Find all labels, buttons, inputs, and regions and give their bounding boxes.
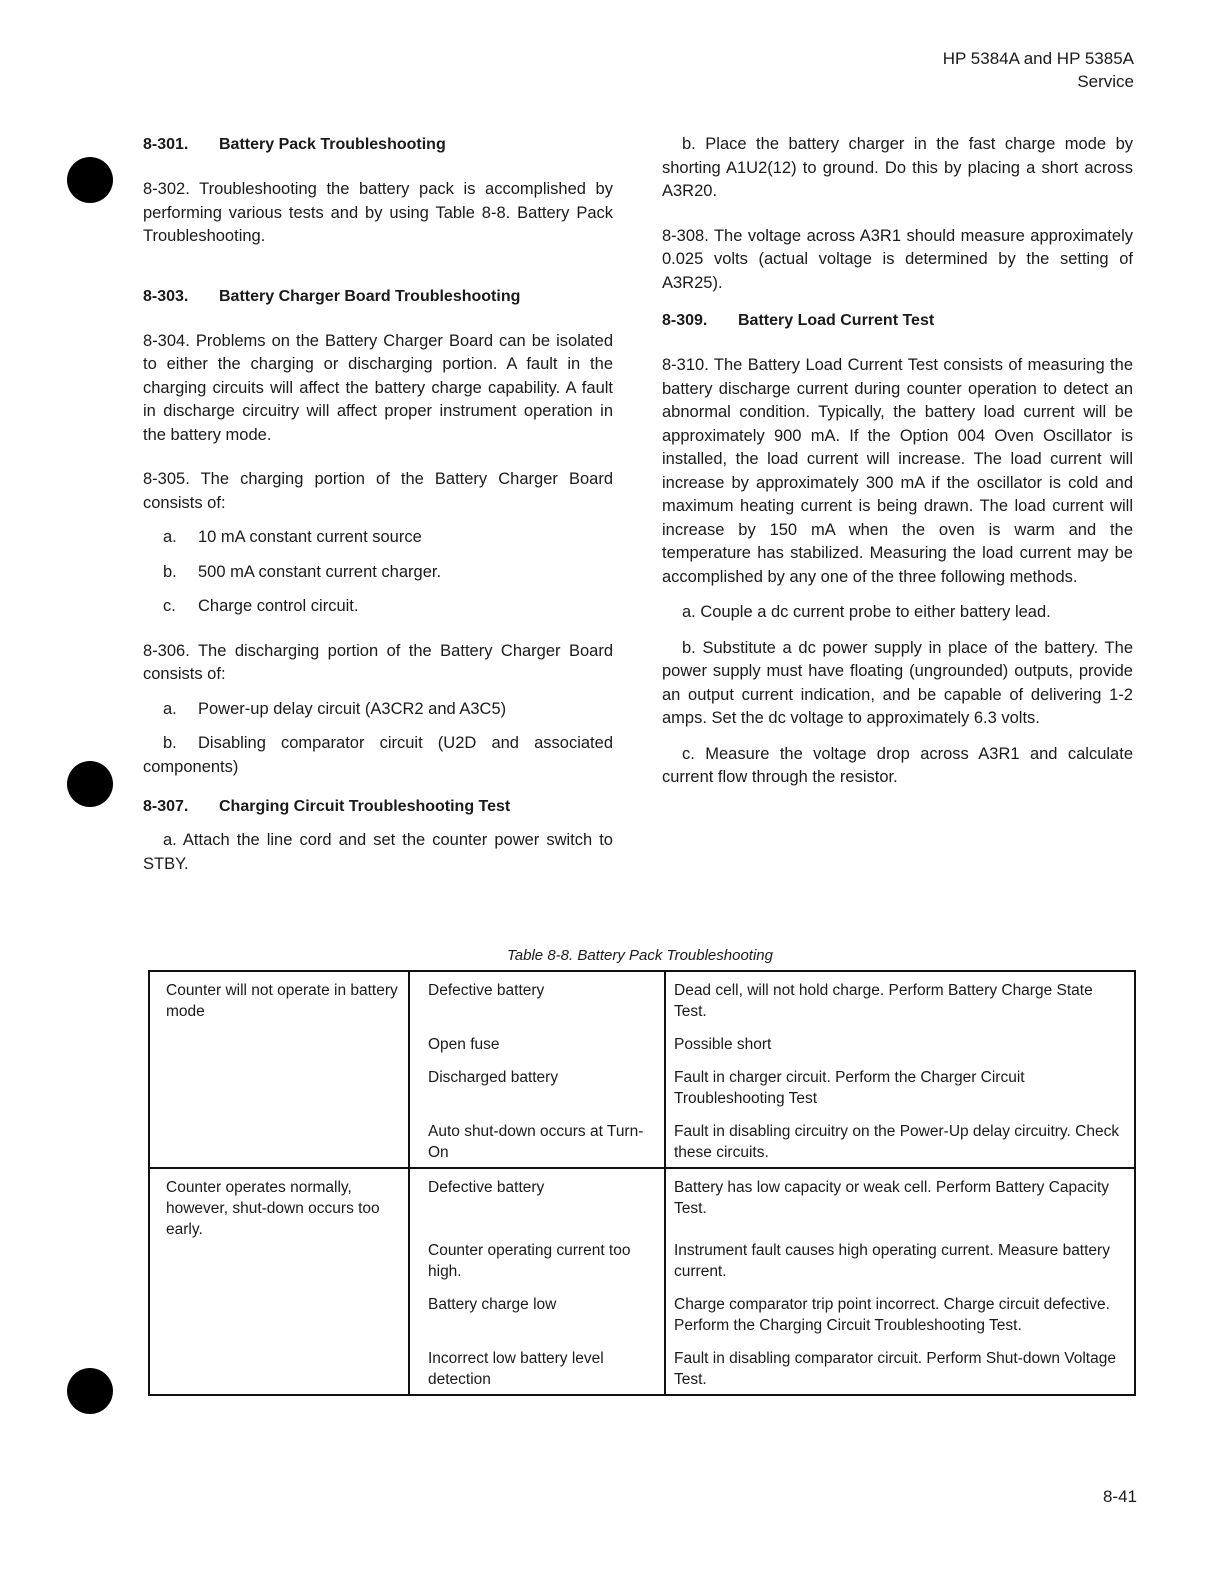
action-cell: Battery has low capacity or weak cell. Perform Battery Capacity Test.: [665, 1168, 1135, 1232]
cause-cell: Battery charge low: [409, 1286, 665, 1340]
section-title: Battery Charger Board Troubleshooting: [219, 287, 521, 305]
paragraph: a. Couple a dc current probe to either battery lead.: [682, 603, 1051, 621]
list-text: Power-up delay circuit (A3CR2 and A3C5): [198, 699, 507, 718]
action-cell: Dead cell, will not hold charge. Perform Battery Charge State Test.: [665, 971, 1135, 1026]
list-marker: b.: [163, 562, 177, 581]
paragraph: b. Substitute a dc power supply in place of the battery. The power supply must have floating (ungrounded) outputs, provide an output current indication, and be capable of delivering 1-2 amps. Set the dc voltage to approximately 6.3 volts.: [662, 638, 1133, 727]
cause-cell: Defective battery: [409, 971, 665, 1026]
section-heading: [143, 285, 613, 309]
list-marker: a.: [163, 699, 177, 718]
paragraph: c. Measure the voltage drop across A3R1 and calculate current flow through the resistor.: [662, 744, 1133, 786]
section-heading: [143, 795, 613, 819]
action-cell: Fault in disabling circuitry on the Power-Up delay circuitry. Check these circuits.: [665, 1113, 1135, 1168]
list-marker: c.: [163, 597, 176, 615]
cause-cell: Auto shut-down occurs at Turn-On: [409, 1113, 665, 1168]
action-cell: Instrument fault causes high operating current. Measure battery current.: [665, 1232, 1135, 1286]
section-number: 8-301.: [143, 136, 189, 153]
header-title: HP 5384A and HP 5385A: [942, 49, 1134, 68]
action-cell: Possible short: [665, 1026, 1135, 1059]
section-heading: [143, 133, 613, 157]
page-number: 8-41: [1102, 1487, 1137, 1506]
paragraph: 8-305. The charging portion of the Battery Charger Board consists of:: [143, 470, 613, 512]
header-subtitle: Service: [1077, 72, 1134, 91]
list-item: [143, 732, 613, 779]
list-item: [163, 561, 613, 585]
section-number: 8-309.: [662, 312, 708, 329]
list-marker: b.: [163, 734, 177, 752]
binder-hole: [67, 157, 113, 203]
binder-hole: [67, 761, 113, 807]
table-row: [149, 971, 1135, 1026]
cause-cell: Counter operating current too high.: [409, 1232, 665, 1286]
left-column: [143, 133, 613, 888]
paragraph: b. Place the battery charger in the fast charge mode by shorting A1U2(12) to ground. Do this by placing a short across A3R20.: [662, 135, 1133, 200]
right-column: [662, 133, 1133, 802]
list-text: 10 mA constant current source: [198, 528, 422, 546]
section-title: Battery Load Current Test: [738, 312, 935, 329]
page-header: [943, 47, 1134, 93]
list-text: 500 mA constant current charger.: [198, 562, 442, 581]
cause-cell: Defective battery: [409, 1168, 665, 1232]
list-text: Charge control circuit.: [198, 597, 359, 615]
symptom-cell: Counter will not operate in battery mode: [149, 971, 409, 1168]
paragraph: 8-302. Troubleshooting the battery pack is accomplished by performing various tests and by using Table 8-8. Battery Pack Troubleshooting.: [143, 180, 613, 245]
list-text: Disabling comparator circuit (U2D and associated components): [143, 734, 613, 776]
action-cell: Charge comparator trip point incorrect. Charge circuit defective. Perform the Charging Circuit Troubleshooting Test.: [665, 1286, 1135, 1340]
paragraph: a. Attach the line cord and set the counter power switch to STBY.: [143, 831, 613, 873]
list-item: [163, 526, 613, 550]
binder-hole: [67, 1368, 113, 1414]
section-number: 8-307.: [143, 798, 189, 815]
symptom-cell: Counter operates normally, however, shut-down occurs too early.: [149, 1168, 409, 1395]
table-caption: Table 8-8. Battery Pack Troubleshooting: [507, 947, 773, 964]
paragraph: 8-306. The discharging portion of the Battery Charger Board consists of:: [143, 641, 613, 683]
paragraph: 8-304. Problems on the Battery Charger Board can be isolated to either the charging or discharging portion. A fault in the charging circuits will affect the battery charge capability. A fault in discharge circuitry will affect proper instrument operation in the battery mode.: [143, 331, 613, 444]
cause-cell: Discharged battery: [409, 1059, 665, 1113]
section-number: 8-303.: [143, 287, 189, 305]
list-item: [163, 698, 613, 722]
paragraph: 8-310. The Battery Load Current Test consists of measuring the battery discharge current during counter operation to detect an abnormal condition. Typically, the battery load current will be approximately 900 mA. If the Option 004 Oven Oscillator is installed, the load current will increase. The load current will increase by approximately 300 mA if the oscillator is cold and maximum heating current is being drawn. The load current will increase by 150 mA when the oven is warm and the temperature has stabilized. Measuring the load current may be accomplished by any one of the three following methods.: [662, 356, 1133, 586]
section-heading: [662, 309, 1133, 333]
action-cell: Fault in disabling comparator circuit. Perform Shut-down Voltage Test.: [665, 1340, 1135, 1395]
cause-cell: Open fuse: [409, 1026, 665, 1059]
troubleshooting-table: [148, 970, 1136, 1396]
list-marker: a.: [163, 528, 177, 546]
cause-cell: Incorrect low battery level detection: [409, 1340, 665, 1395]
paragraph: 8-308. The voltage across A3R1 should measure approximately 0.025 volts (actual voltage is determined by the setting of A3R25).: [662, 226, 1133, 292]
section-title: Battery Pack Troubleshooting: [219, 136, 446, 153]
list-item: [163, 595, 613, 619]
action-cell: Fault in charger circuit. Perform the Charger Circuit Troubleshooting Test: [665, 1059, 1135, 1113]
table-row: [149, 1168, 1135, 1232]
section-title: Charging Circuit Troubleshooting Test: [219, 798, 511, 815]
